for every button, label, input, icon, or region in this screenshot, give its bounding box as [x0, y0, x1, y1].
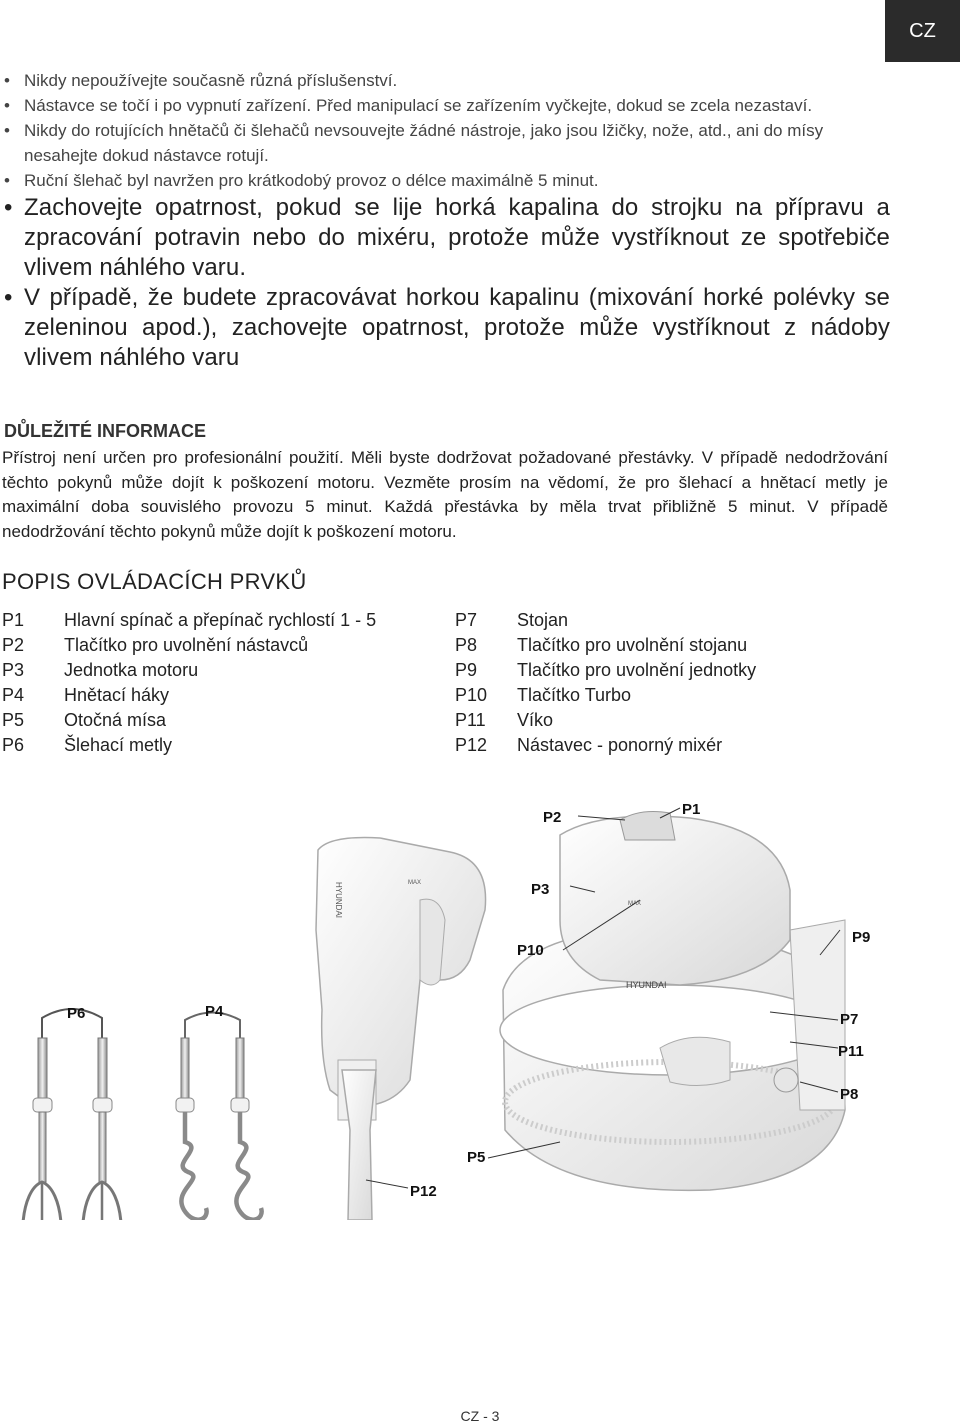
part-label: Tlačítko Turbo — [517, 685, 632, 705]
mixer-illustration — [0, 780, 960, 1220]
part-row — [455, 608, 756, 633]
part-row — [2, 633, 376, 658]
part-code: P10 — [455, 685, 488, 705]
callout-p7: P7 — [840, 1011, 859, 1028]
part-row — [2, 708, 376, 733]
hand-mixer — [316, 838, 486, 1121]
part-label: Hlavní spínač a přepínač rychlostí 1 - 5 — [64, 610, 377, 630]
part-row — [2, 683, 376, 708]
callout-p1: P1 — [682, 801, 701, 818]
controls-section-heading: POPIS OVLÁDACÍCH PRVKŮ — [2, 569, 307, 594]
part-label: Stojan — [517, 610, 569, 630]
callout-p11: P11 — [838, 1043, 864, 1060]
callout-p9: P9 — [852, 929, 871, 946]
part-row — [455, 633, 756, 658]
immersion-blender-attachment — [342, 1070, 376, 1220]
bullet-item-large: • Zachovejte opatrnost, pokud se lije horká kapalina do strojku na přípravu a zpracování potravin nebo do mixéru, protože může vystříknout ze spotřebiče vlivem náhlého varu. — [4, 193, 890, 283]
language-tab: CZ — [885, 0, 960, 62]
part-code: P1 — [2, 610, 25, 630]
part-row — [455, 733, 756, 758]
bullet-item: • Nikdy nepoužívejte současně různá příslušenství. — [4, 68, 890, 93]
page-number: CZ - 3 — [460, 1408, 500, 1424]
important-info-heading: DŮLEŽITÉ INFORMACE — [4, 421, 206, 441]
part-code: P12 — [455, 735, 488, 755]
callout-p5: P5 — [467, 1149, 486, 1166]
part-row — [455, 708, 756, 733]
part-label: Šlehací metly — [64, 735, 173, 755]
part-code: P4 — [2, 685, 25, 705]
stand-mixer-max: MAX — [628, 901, 642, 907]
part-label: Hnětací háky — [64, 685, 170, 705]
part-label: Tlačítko pro uvolnění stojanu — [517, 635, 748, 655]
part-code: P6 — [2, 735, 25, 755]
callout-p4: P4 — [205, 1003, 224, 1020]
important-info-text: Přístroj není určen pro profesionální použití. Měli byste dodržovat požadované přestávky. V případě nedodržování těchto pokynů může dojít k poškození motoru. Vezměte prosím na vědomí, že pro šlehací a hnětací metly je maximální doba souvislého provozu 5 minut. Každá přestávka by měla trvat přibližně 5 minut. V případě nedodržování těchto pokynů může dojít k poškození motoru. — [2, 448, 888, 541]
part-label: Tlačítko pro uvolnění nástavců — [64, 635, 309, 655]
stand-mixer — [500, 812, 845, 1191]
part-label: Jednotka motoru — [64, 660, 199, 680]
part-code: P11 — [455, 710, 486, 730]
part-code: P7 — [455, 610, 478, 630]
callout-p6: P6 — [67, 1005, 86, 1022]
part-code: P8 — [455, 635, 478, 655]
callout-p2: P2 — [543, 809, 562, 826]
part-code: P2 — [2, 635, 25, 655]
part-label: Tlačítko pro uvolnění jednotky — [517, 660, 757, 680]
whisk-attachments — [23, 1009, 122, 1220]
part-code: P3 — [2, 660, 25, 680]
hand-mixer-max: MAX — [408, 880, 422, 886]
parts-list-left — [2, 608, 376, 758]
part-label: Nástavec - ponorný mixér — [517, 735, 723, 755]
hand-mixer-brand: HYUNDAI — [334, 882, 343, 919]
part-row — [2, 608, 376, 633]
part-code: P9 — [455, 660, 478, 680]
callout-p8: P8 — [840, 1086, 859, 1103]
part-row — [455, 658, 756, 683]
bullet-item-large: • V případě, že budete zpracovávat horkou kapalinu (mixování horké polévky se zeleninou apod.), zachovejte opatrnost, protože může vystříknout z nádoby vlivem náhlého varu — [4, 283, 890, 373]
part-label: Otočná mísa — [64, 710, 167, 730]
callout-p3: P3 — [531, 881, 550, 898]
part-code: P5 — [2, 710, 25, 730]
bullet-item: • Nástavce se točí i po vypnutí zařízení. Před manipulací se zařízením vyčkejte, dokud se zcela nezastaví. — [4, 93, 890, 118]
part-row — [455, 683, 756, 708]
part-row — [2, 658, 376, 683]
part-row — [2, 733, 376, 758]
dough-hook-attachments — [176, 1013, 262, 1220]
callout-p10: P10 — [517, 942, 544, 959]
stand-mixer-brand: HYUNDAI — [626, 980, 667, 990]
parts-list-right — [455, 608, 756, 758]
safety-bullet-list — [4, 68, 890, 373]
bullet-item: • Nikdy do rotujících hnětačů či šlehačů nevsouvejte žádné nástroje, jako jsou lžičky, nože, atd., ani do mísy nesahejte dokud nástavce rotují. — [4, 118, 890, 168]
callout-p12: P12 — [410, 1183, 437, 1200]
part-label: Víko — [517, 710, 554, 730]
bullet-item: • Ruční šlehač byl navržen pro krátkodobý provoz o délce maximálně 5 minut. — [4, 168, 890, 193]
